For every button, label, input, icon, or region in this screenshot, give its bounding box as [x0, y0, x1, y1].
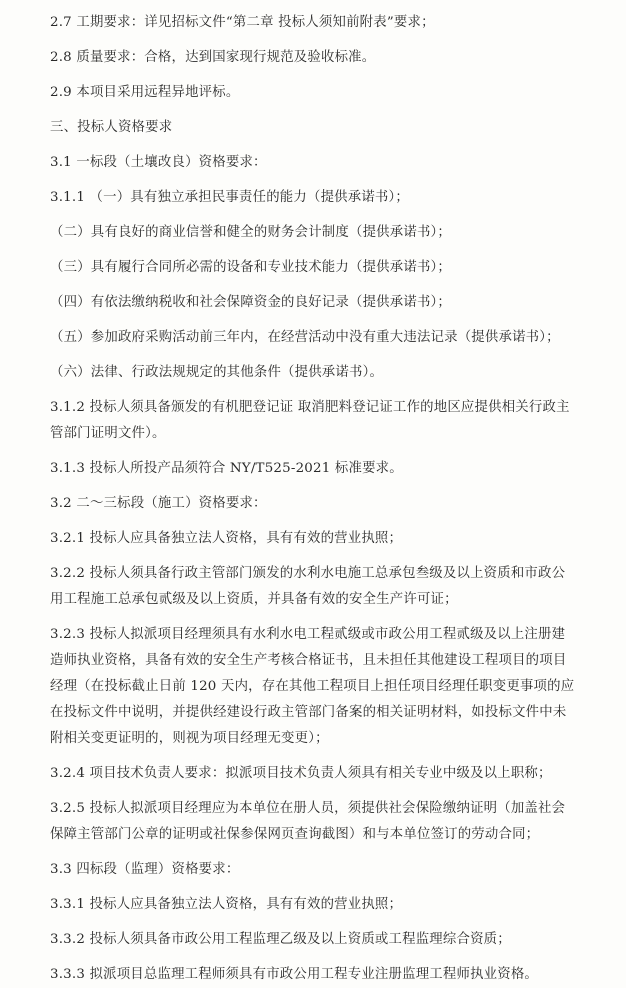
para-3-2-1: 3.2.1 投标人应具备独立法人资格，具有有效的营业执照；	[50, 531, 403, 546]
para-2-8: 2.8 质量要求：合格，达到国家现行规范及验收标准。	[50, 50, 376, 65]
section-heading-3: 三、投标人资格要求	[50, 120, 173, 135]
para-3-1: 3.1 一标段（土壤改良）资格要求：	[50, 155, 267, 170]
para-3-3: 3.3 四标段（监理）资格要求：	[50, 862, 240, 877]
para-3-1-1: 3.1.1 （一）具有独立承担民事责任的能力（提供承诺书）；	[50, 190, 410, 205]
para-3-1-1-2: （二）具有良好的商业信誉和健全的财务会计制度（提供承诺书）；	[50, 225, 452, 240]
para-3-2: 3.2 二～三标段（施工）资格要求：	[50, 496, 267, 511]
para-3-3-1: 3.3.1 投标人应具备独立法人资格，具有有效的营业执照；	[50, 897, 403, 912]
para-2-9: 2.9 本项目采用远程异地评标。	[50, 85, 240, 100]
para-3-2-5: 3.2.5 投标人拟派项目经理应为本单位在册人员，须提供社会保险缴纳证明（加盖社会保障主管部门公章的证明或社保参保网页查询截图）和与本单位签订的劳动合同；	[50, 801, 566, 842]
para-3-1-1-4: （四）有依法缴纳税收和社会保障资金的良好记录（提供承诺书）；	[50, 295, 452, 310]
para-3-1-1-3: （三）具有履行合同所必需的设备和专业技术能力（提供承诺书）；	[50, 260, 452, 275]
para-3-3-2: 3.3.2 投标人须具备市政公用工程监理乙级及以上资质或工程监理综合资质；	[50, 932, 511, 947]
para-2-7: 2.7 工期要求：详见招标文件“第二章 投标人须知前附表”要求；	[50, 15, 435, 30]
para-3-2-3: 3.2.3 投标人拟派项目经理须具有水利水电工程贰级或市政公用工程贰级及以上注册建造师执业资格，具备有效的安全生产考核合格证书，且未担任其他建设工程项目的项目经理（在投标截止日前 120 天内，存在其他工程项目上担任项目经理任职变更事项的应在投标文件中说明，并提供经建设行政主管部门备案的相关证明材料，如投标文件中未附相关变更证明的，则视为项目经理无变更）；	[50, 627, 575, 746]
para-3-1-3: 3.1.3 投标人所投产品须符合 NY/T525-2021 标准要求。	[50, 461, 403, 476]
para-3-2-4: 3.2.4 项目技术负责人要求：拟派项目技术负责人须具有相关专业中级及以上职称；	[50, 766, 552, 781]
para-3-1-1-5: （五）参加政府采购活动前三年内，在经营活动中没有重大违法记录（提供承诺书）；	[50, 330, 560, 345]
para-3-1-1-6: （六）法律、行政法规规定的其他条件（提供承诺书）。	[50, 365, 384, 380]
para-3-1-2: 3.1.2 投标人须具备颁发的有机肥登记证 取消肥料登记证工作的地区应提供相关行政主管部门证明文件）。	[50, 400, 570, 441]
para-3-2-2: 3.2.2 投标人须具备行政主管部门颁发的水利水电施工总承包叁级及以上资质和市政公用工程施工总承包贰级及以上资质，并具备有效的安全生产许可证；	[50, 566, 566, 607]
para-3-3-3: 3.3.3 拟派项目总监理工程师须具有市政公用工程专业注册监理工程师执业资格。	[50, 967, 539, 982]
